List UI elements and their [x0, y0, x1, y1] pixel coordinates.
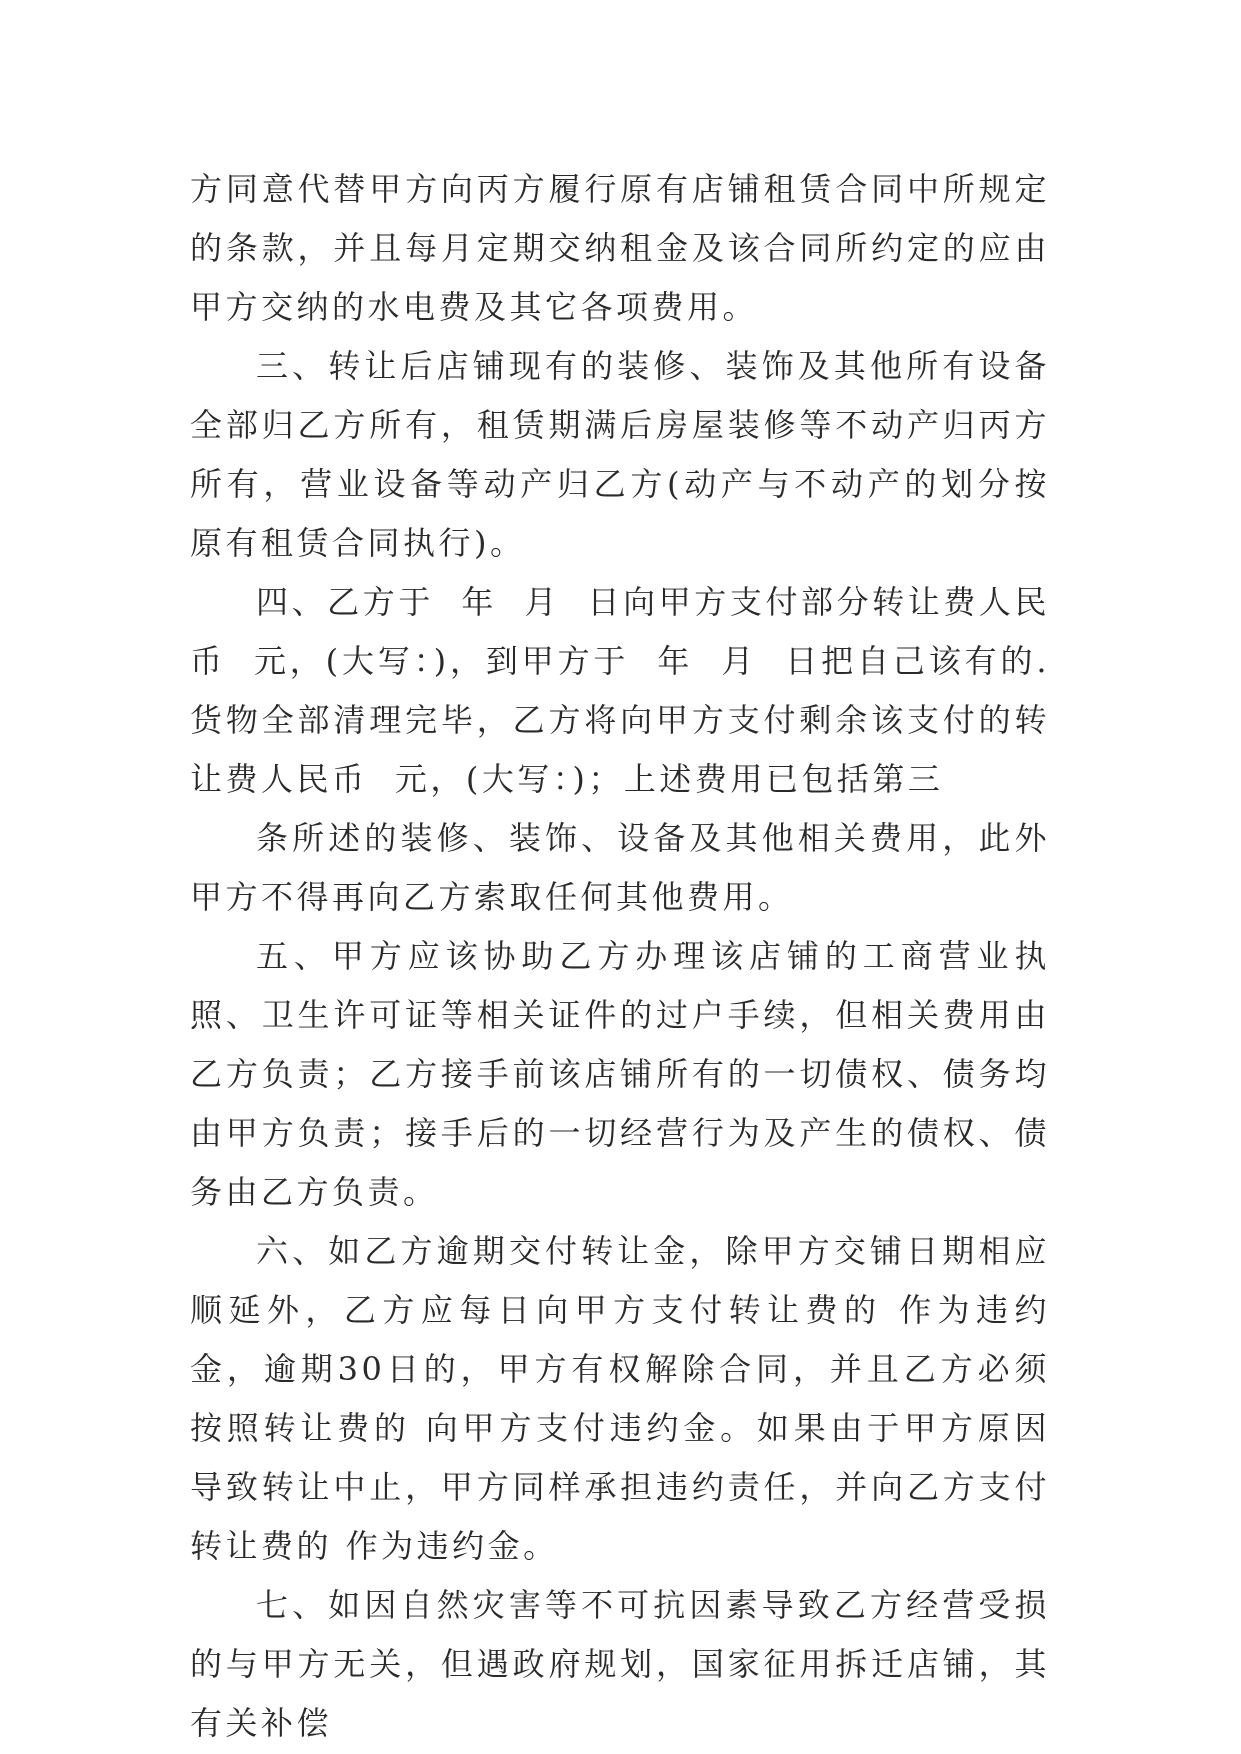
document-body [190, 160, 1050, 1753]
paragraph-clause-4-continued: 条所述的装修、装饰、设备及其他相关费用，此外甲方不得再向乙方索取任何其他费用。 [190, 819, 1050, 916]
paragraph-continuation: 方同意代替甲方向丙方履行原有店铺租赁合同中所规定的条款，并且每月定期交纳租金及该合同所约定的应由甲方交纳的水电费及其它各项费用。 [190, 170, 1050, 326]
paragraph-clause-7: 七、如因自然灾害等不可抗因素导致乙方经营受损的与甲方无关，但遇政府规划，国家征用拆迁店铺，其有关补偿 [190, 1586, 1050, 1742]
paragraph-clause-4: 四、乙方于 年 月 日向甲方支付部分转让费人民币 元，(大写：)，到甲方于 年 月 日把自己该有的.货物全部清理完毕，乙方将向甲方支付剩余该支付的转让费人民币 元，(大写：)；上述费用已包括第三 [190, 583, 1050, 798]
paragraph-clause-3: 三、转让后店铺现有的装修、装饰及其他所有设备全部归乙方所有，租赁期满后房屋装修等不动产归丙方所有，营业设备等动产归乙方(动产与不动产的划分按原有租赁合同执行)。 [190, 347, 1050, 562]
paragraph-clause-5: 五、甲方应该协助乙方办理该店铺的工商营业执照、卫生许可证等相关证件的过户手续，但相关费用由乙方负责；乙方接手前该店铺所有的一切债权、债务均由甲方负责；接手后的一切经营行为及产生的债权、债务由乙方负责。 [190, 937, 1050, 1211]
paragraph-clause-6: 六、如乙方逾期交付转让金，除甲方交铺日期相应顺延外，乙方应每日向甲方支付转让费的 作为违约金，逾期30日的，甲方有权解除合同，并且乙方必须按照转让费的 向甲方支付违约金。如果由于甲方原因导致转让中止，甲方同样承担违约责任，并向乙方支付转让费的 作为违约金。 [190, 1232, 1050, 1565]
